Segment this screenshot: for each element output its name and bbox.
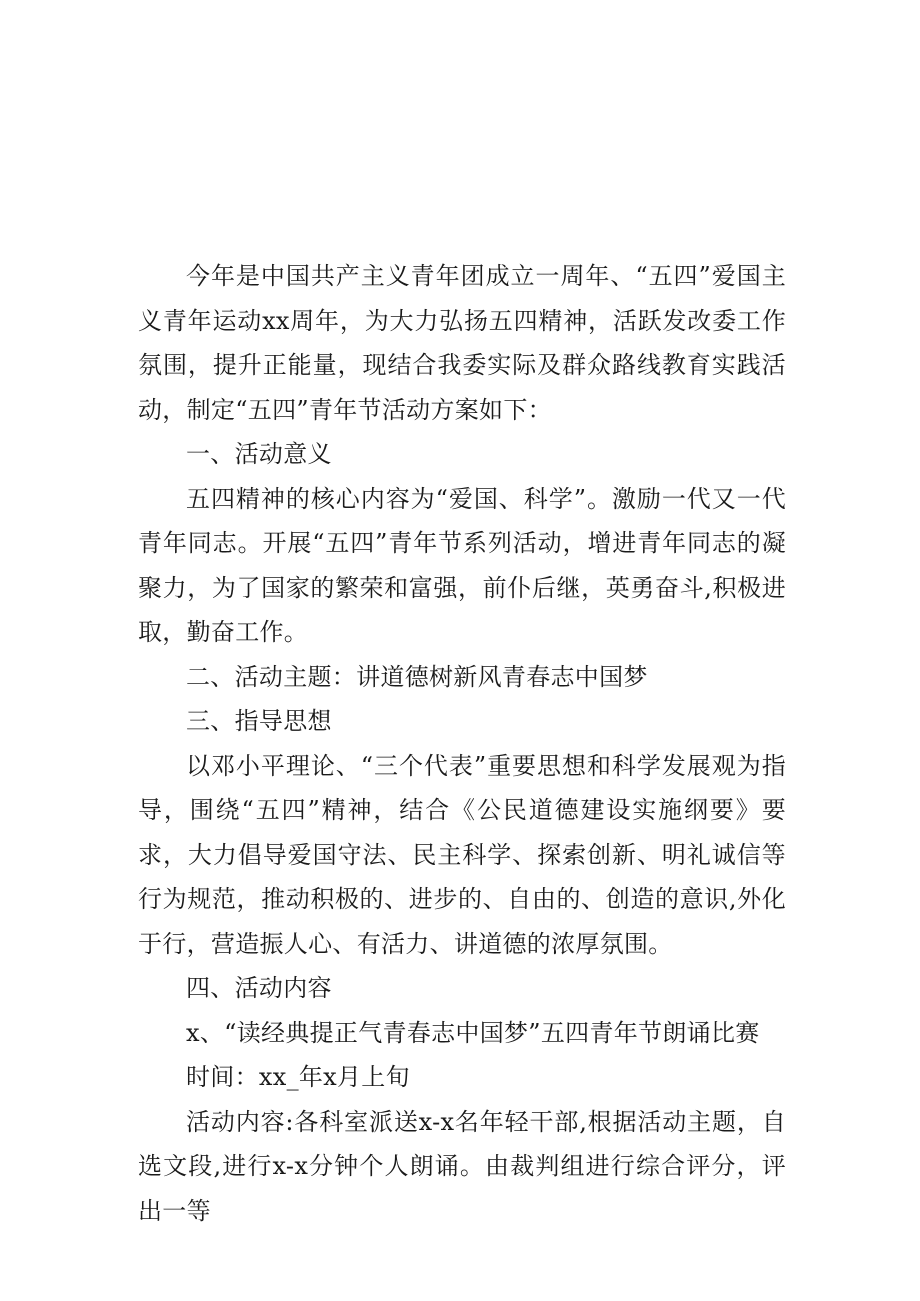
activity-item-content: 活动内容:各科室派送x-x名年轻干部,根据活动主题，自选文段,进行x-x分钟个人朗诵。由裁判组进行综合评分，评出一等 <box>138 1107 786 1225</box>
section-heading-guiding-thought: 三、指导思想 <box>186 707 332 735</box>
activity-item-time: 时间：xx_年x月上旬 <box>186 1063 410 1091</box>
significance-paragraph: 五四精神的核心内容为“爱国、科学”。激励一代又一代青年同志。开展“五四”青年节系列活动，增进青年同志的凝聚力，为了国家的繁荣和富强，前仆后继，英勇奋斗,积极进取，勤奋工作。 <box>138 484 786 646</box>
section-heading-activity-content: 四、活动内容 <box>186 974 332 1002</box>
guiding-thought-paragraph: 以邓小平理论、“三个代表”重要思想和科学发展观为指导，围绕“五四”精神，结合《公民道德建设实施纲要》要求，大力倡导爱国守法、民主科学、探索创新、明礼诚信等行为规范，推动积极的、进步的、自由的、创造的意识,外化于行，营造振人心、有活力、讲道德的浓厚氛围。 <box>138 751 786 958</box>
intro-paragraph: 今年是中国共产主义青年团成立一周年、“五四”爱国主义青年运动xx周年，为大力弘扬五四精神，活跃发改委工作氛围，提升正能量，现结合我委实际及群众路线教育实践活动，制定“五四”青年节活动方案如下： <box>138 262 786 424</box>
document-body <box>138 254 786 1233</box>
section-heading-significance: 一、活动意义 <box>186 440 332 468</box>
activity-item-title: x、“读经典提正气青春志中国梦”五四青年节朗诵比赛 <box>186 1018 760 1047</box>
section-heading-theme: 二、活动主题：讲道德树新风青春志中国梦 <box>186 662 648 691</box>
